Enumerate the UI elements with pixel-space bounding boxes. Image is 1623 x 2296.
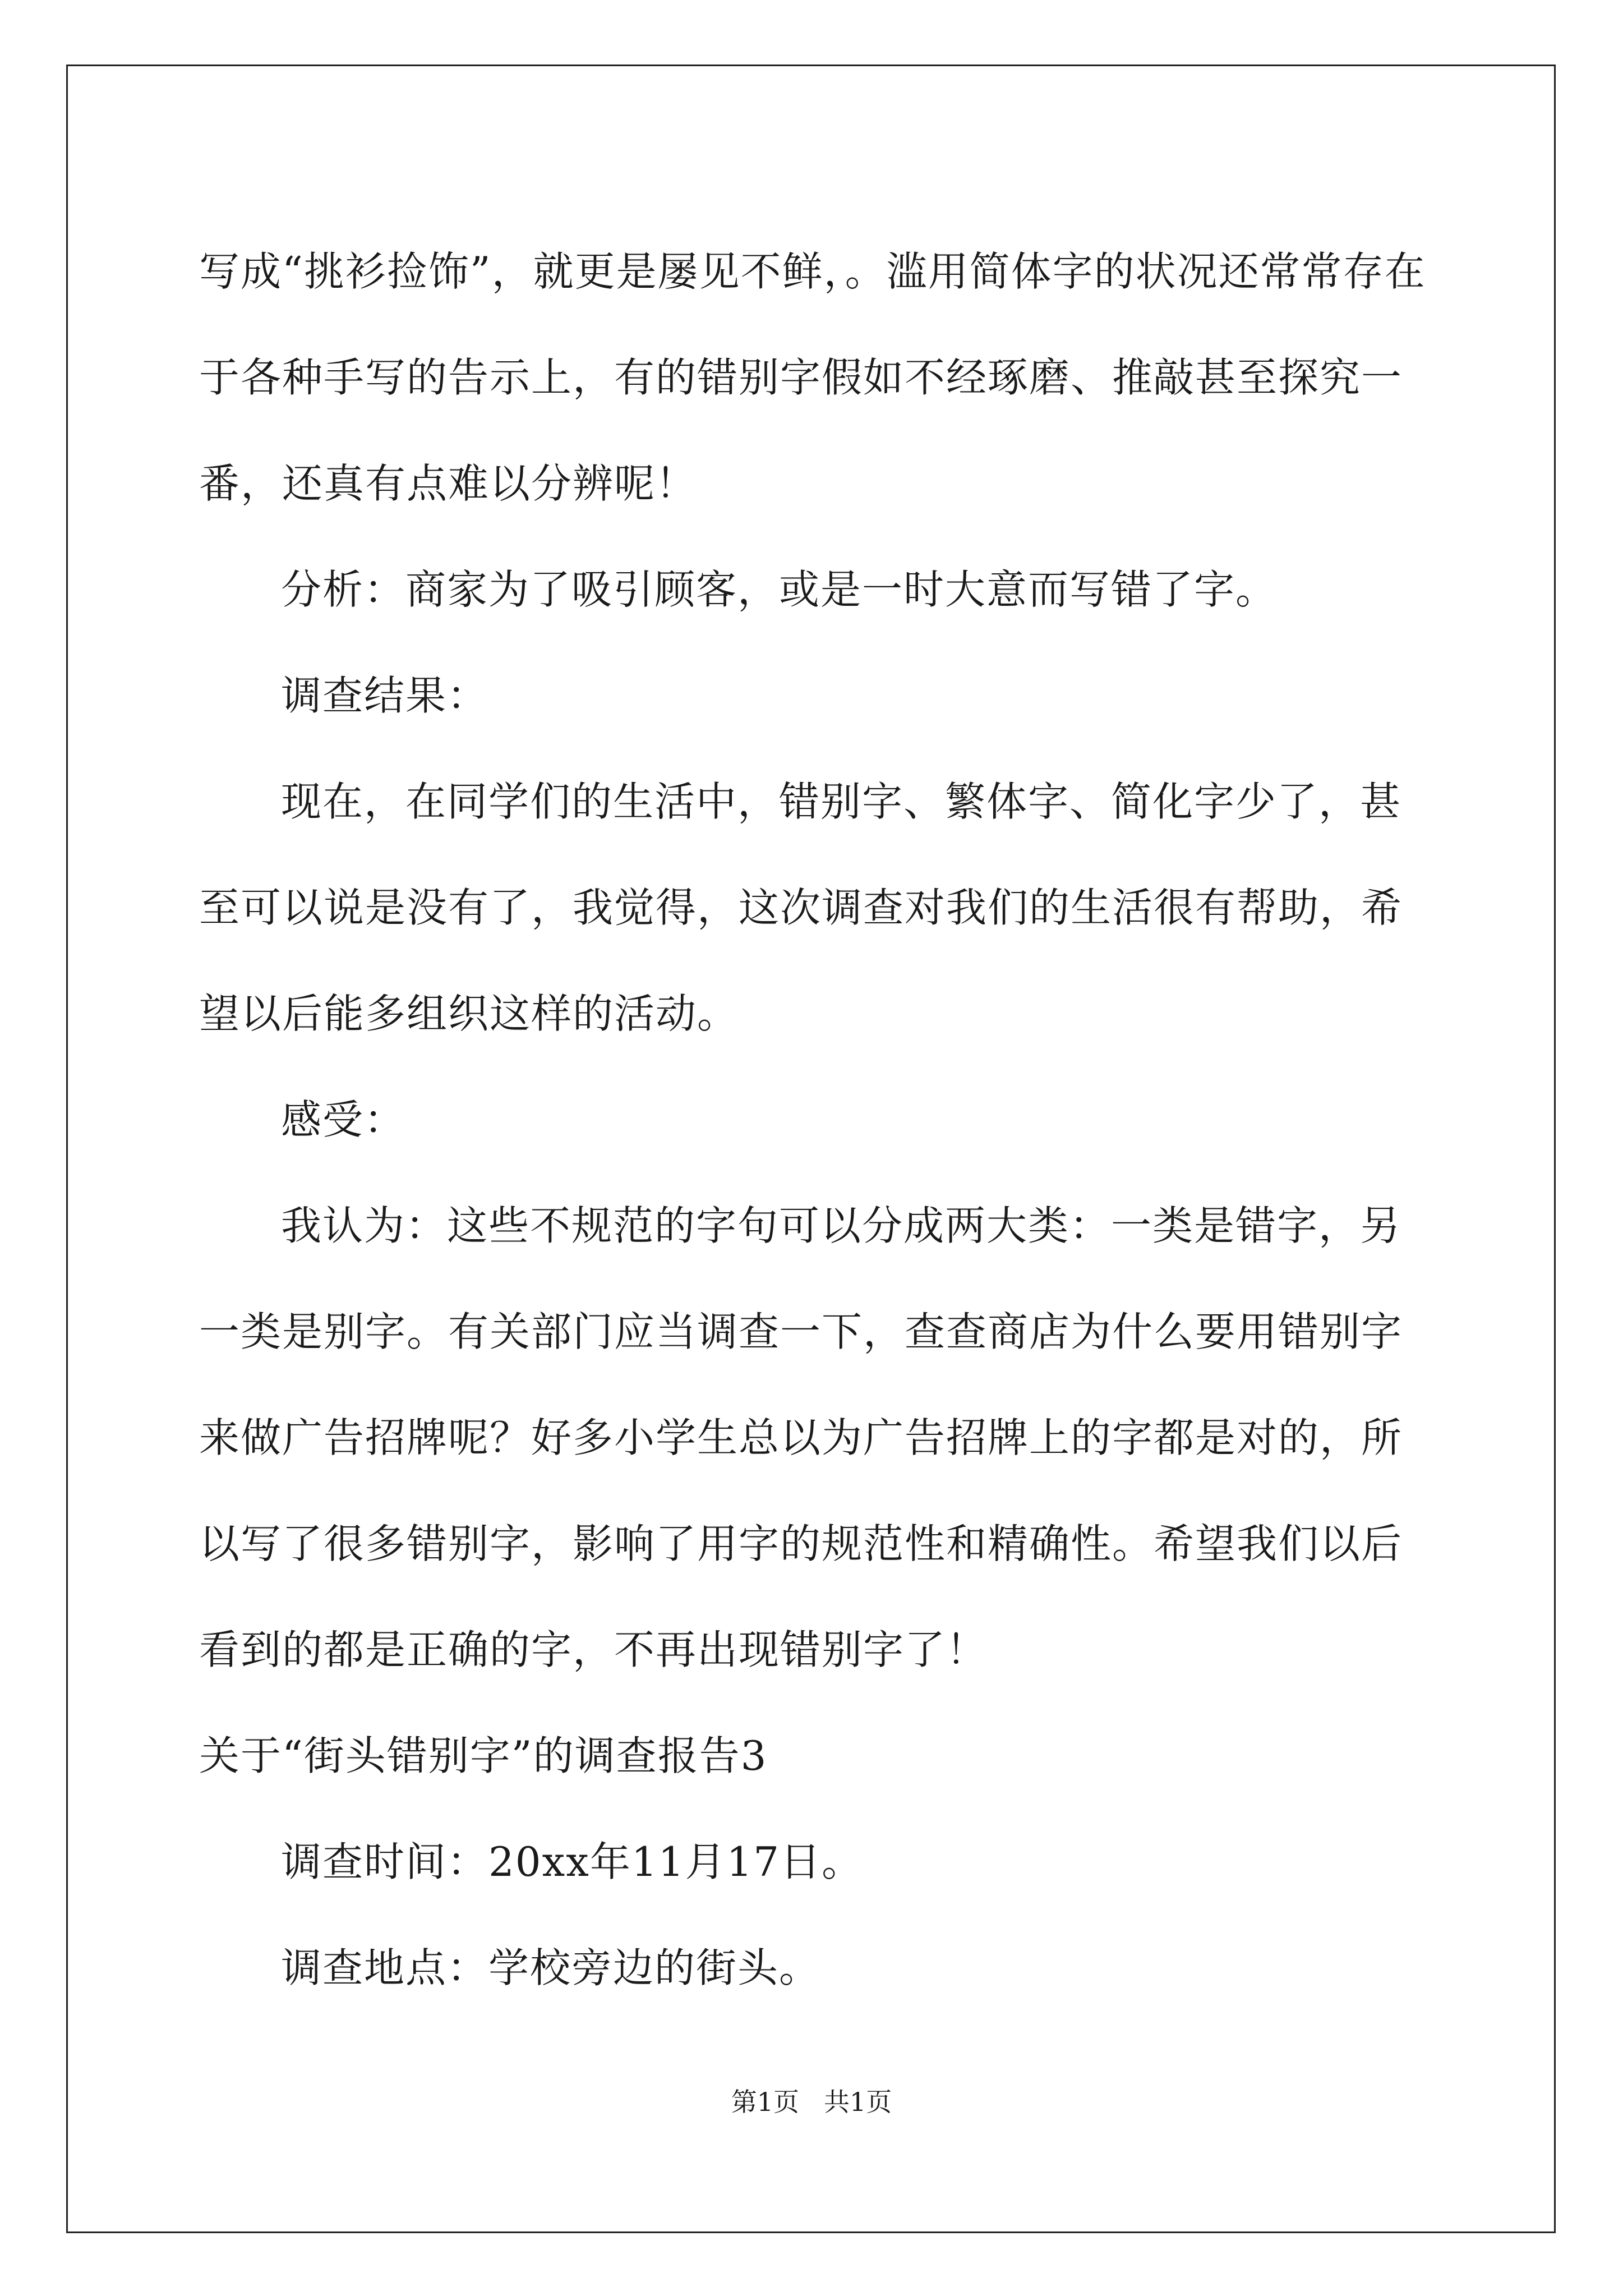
paragraph-result: 现在，在同学们的生活中，错别字、繁体字、简化字少了，甚至可以说是没有了，我觉得，这次调查对我们的生活很有帮助，希望以后能多组织这样的活动。: [199, 778, 1403, 1037]
paragraph-result-label: 调查结果：: [281, 672, 489, 719]
paragraph-feeling-label: 感受：: [281, 1096, 406, 1143]
paragraph-survey-time: 调查时间：20xx年11月17日。: [281, 1838, 864, 1885]
paragraph-survey-location: 调查地点：学校旁边的街头。: [281, 1944, 821, 1991]
paragraph-analysis: 分析：商家为了吸引顾客，或是一时大意而写错了字。: [281, 566, 1278, 613]
paragraph-intro: 写成“挑衫捡饰”，就更是屡见不鲜，。滥用简体字的状况还常常存在于各种手写的告示上，有的错别字假如不经琢磨、推敲甚至探究一番，还真有点难以分辨呢！: [199, 248, 1426, 507]
paragraph-feeling: 我认为：这些不规范的字句可以分成两大类：一类是错字，另一类是别字。有关部门应当调查一下，查查商店为什么要用错别字来做广告招牌呢？好多小学生总以为广告招牌上的字都是对的，所以写了很多错别字，影响了用字的规范性和精确性。希望我们以后看到的都是正确的字，不再出现错别字了！: [199, 1202, 1403, 1673]
page-number-total: 共1页: [824, 2087, 892, 2117]
page-number-current: 第1页: [731, 2087, 799, 2117]
section-title: 关于“街头错别字”的调查报告3: [199, 1732, 768, 1779]
page-footer: [0, 2085, 1623, 2119]
document-body: [199, 219, 1433, 2021]
